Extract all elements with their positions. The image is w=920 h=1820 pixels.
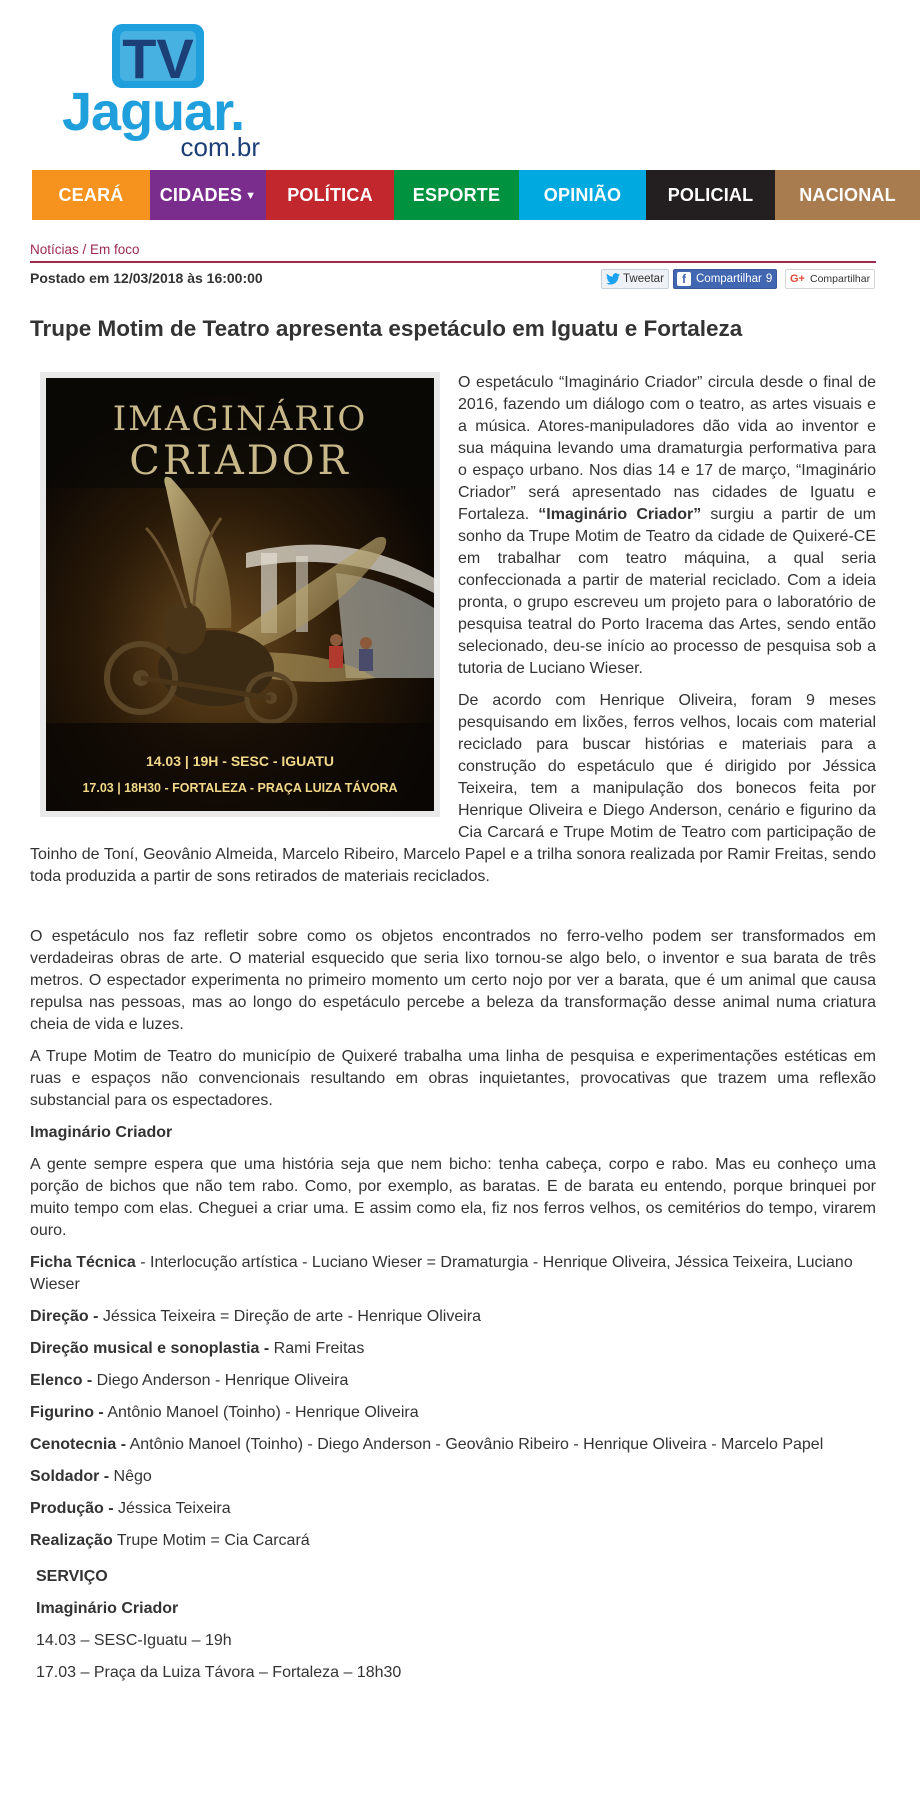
nav-label: CEARÁ <box>58 184 124 205</box>
google-plus-icon: G+ <box>790 273 805 285</box>
article-paragraph-2: De acordo com Henrique Oliveira, foram 9 meses pesquisando em lixões, ferros velhos, locais com material reciclado para buscar histórias e materiais para a construção do espetáculo que é dirigido por Jéssica Teixeira, tem a manipulação dos bonecos feita por Henrique Oliveira e Diego Anderson, cenário e figurino da Cia Carcará e Trupe Motim de Teatro com participação de Toinho de Toní, Geovânio Almeida, Marcelo Ribeiro, Marcelo Papel e a trilha sonora realizada por Ramir Freitas, sendo toda produzida a partir de sons retirados de materiais reciclados. <box>30 692 876 885</box>
service-event-name <box>36 1598 876 1620</box>
logo-tv-text: TV <box>122 27 194 90</box>
credit-value: - Interlocução artística - Luciano Wieser = Dramaturgia - Henrique Oliveira, Jéssica Teixeira, Luciano Wieser <box>30 1254 853 1293</box>
credit-value: Antônio Manoel (Toinho) - Henrique Oliveira <box>103 1404 419 1421</box>
credit-value: Jéssica Teixeira = Direção de arte - Henrique Oliveira <box>98 1308 482 1325</box>
nav-politica[interactable] <box>266 170 394 220</box>
nav-label: NACIONAL <box>799 184 896 205</box>
credit-label: Realização <box>30 1532 113 1549</box>
main-nav <box>32 170 920 220</box>
credit-label: Produção - <box>30 1500 114 1517</box>
credit-label: Elenco - <box>30 1372 93 1389</box>
nav-label: CIDADES <box>159 184 243 205</box>
credit-figurino <box>30 1402 876 1424</box>
tweet-label: Tweetar <box>623 273 664 285</box>
poster-date-1: 14.03 | 19H - SESC - IGUATU <box>145 753 335 769</box>
credit-label: Figurino - <box>30 1404 104 1421</box>
nav-ceara[interactable] <box>32 170 150 220</box>
google-share-button[interactable] <box>785 269 875 289</box>
caret-down-icon: ▼ <box>245 190 257 202</box>
twitter-bird-icon <box>606 273 620 285</box>
credit-label: Direção - <box>30 1308 99 1325</box>
nav-nacional[interactable] <box>775 170 920 220</box>
credits-list <box>30 1252 876 1552</box>
credit-direcao <box>30 1306 876 1328</box>
credit-direcao-musical <box>30 1338 876 1360</box>
site-logo[interactable] <box>60 18 270 163</box>
service-info <box>30 1566 876 1684</box>
facebook-icon: f <box>677 272 691 286</box>
credit-label: Cenotecnia - <box>30 1436 127 1453</box>
article-figure <box>40 372 440 817</box>
facebook-share-count: 9 <box>765 273 773 285</box>
credit-soldador <box>30 1466 876 1488</box>
service-heading <box>36 1566 876 1588</box>
credit-value: Jéssica Teixeira <box>113 1500 231 1517</box>
poster-title-line1: IMAGINÁRIO <box>112 399 368 439</box>
poster-date-2: 17.03 | 18H30 - FORTALEZA - PRAÇA LUIZA TÁVORA <box>82 781 398 795</box>
credit-value: Trupe Motim = Cia Carcará <box>112 1532 310 1549</box>
logo-jaguar-text: Jaguar. <box>62 82 245 142</box>
nav-esporte[interactable] <box>394 170 519 220</box>
credit-cenotecnia <box>30 1434 876 1456</box>
service-event-name-text: Imaginário Criador <box>36 1600 179 1617</box>
event-poster-image[interactable] <box>46 378 434 811</box>
article-paragraph-5: A gente sempre espera que uma história seja que nem bicho: tenha cabeça, corpo e rabo. Mas eu conheço uma porção de bichos que não tem rabo. Como, por exemplo, as baratas. E de barata eu entendo, porque brinquei por muito tempo com elas. Cheguei a criar uma. E assim como ela, fiz nos ferros velhos, os cemitérios do tempo, virarem ouro. <box>30 1156 876 1239</box>
paragraph-text: surgiu a partir de um sonho da Trupe Motim de Teatro da cidade de Quixeré-CE em trabalhar com teatro máquina, a qual seria confeccionada a partir de material reciclado. Com a ideia pronta, o grupo escreveu um projeto para o laboratório de pesquisa teatral do Porto Iracema das Artes, sendo então selecionado, deu-se início ao processo de pesquisa sob a tutoria de Luciano Wieser. <box>458 506 876 677</box>
article-title: Trupe Motim de Teatro apresenta espetáculo em Iguatu e Fortaleza <box>30 316 743 341</box>
credit-elenco <box>30 1370 876 1392</box>
nav-cidades[interactable] <box>150 170 266 220</box>
article-paragraph-3: O espetáculo nos faz refletir sobre como os objetos encontrados no ferro-velho podem ser transformados em verdadeiras obras de arte. O material esquecido que seria lixo tornou-se algo belo, o inventor e sua barata de três metros. O espectador experimenta no primeiro momento um certo nojo por ver a barata, que é um animal que causa repulsa nas pessoas, mas ao longo do espetáculo percebe a beleza da transformação desse animal numa criatura cheia de vida e luzes. <box>30 928 876 1033</box>
nav-opiniao[interactable] <box>519 170 646 220</box>
nav-label: OPINIÃO <box>543 184 622 205</box>
post-date: Postado em 12/03/2018 às 16:00:00 <box>30 270 263 286</box>
credit-value: Antônio Manoel (Toinho) - Diego Anderson - Geovânio Ribeiro - Henrique Oliveira - Marcelo Papel <box>126 1436 824 1453</box>
credit-value: Nêgo <box>109 1468 152 1485</box>
logo-domain-text: com.br <box>180 132 260 162</box>
service-heading-text: SERVIÇO <box>36 1568 108 1585</box>
service-date-2: 17.03 – Praça da Luiza Távora – Fortaleza – 18h30 <box>36 1664 402 1681</box>
poster-title-line2: CRIADOR <box>129 438 351 484</box>
credit-ficha-tecnica <box>30 1252 876 1296</box>
nav-policial[interactable] <box>646 170 775 220</box>
section-subtitle: Imaginário Criador <box>30 1124 173 1141</box>
paragraph-emphasis: “Imaginário Criador” <box>538 506 702 523</box>
credit-label: Ficha Técnica <box>30 1254 136 1271</box>
nav-label: ESPORTE <box>412 184 501 205</box>
article-body <box>30 372 876 1694</box>
credit-label: Soldador - <box>30 1468 110 1485</box>
article-paragraph-4: A Trupe Motim de Teatro do município de Quixeré trabalha uma linha de pesquisa e experimentações estéticas em ruas e espaços não convencionais resultando em obras inquietantes, provocativas que trazem uma reflexão substancial para os espectadores. <box>30 1048 876 1109</box>
credit-label: Direção musical e sonoplastia - <box>30 1340 270 1357</box>
credit-producao <box>30 1498 876 1520</box>
credit-value: Diego Anderson - Henrique Oliveira <box>92 1372 349 1389</box>
breadcrumb[interactable]: Notícias / Em foco <box>30 242 140 257</box>
google-share-label: Compartilhar <box>809 273 871 285</box>
paragraph-text: O espetáculo “Imaginário Criador” circula desde o final de 2016, fazendo um diálogo com o teatro, as artes visuais e a música. Atores-manipuladores dão vida ao inventor e sua máquina levando uma dramaturgia performativa para o espaço urbano. Nos dias 14 e 17 de março, “Imaginário Criador” será apresentado nas cidades de Iguatu e Fortaleza. <box>458 374 876 523</box>
breadcrumb-divider <box>30 261 876 263</box>
facebook-share-button[interactable] <box>673 269 777 289</box>
service-date-1: 14.03 – SESC-Iguatu – 19h <box>36 1632 232 1649</box>
facebook-share-label: Compartilhar <box>696 273 762 285</box>
credit-value: Rami Freitas <box>269 1340 365 1357</box>
nav-label: POLÍTICA <box>287 184 373 205</box>
tweet-button[interactable] <box>601 269 669 289</box>
credit-realizacao <box>30 1530 876 1552</box>
nav-label: POLICIAL <box>667 184 754 205</box>
